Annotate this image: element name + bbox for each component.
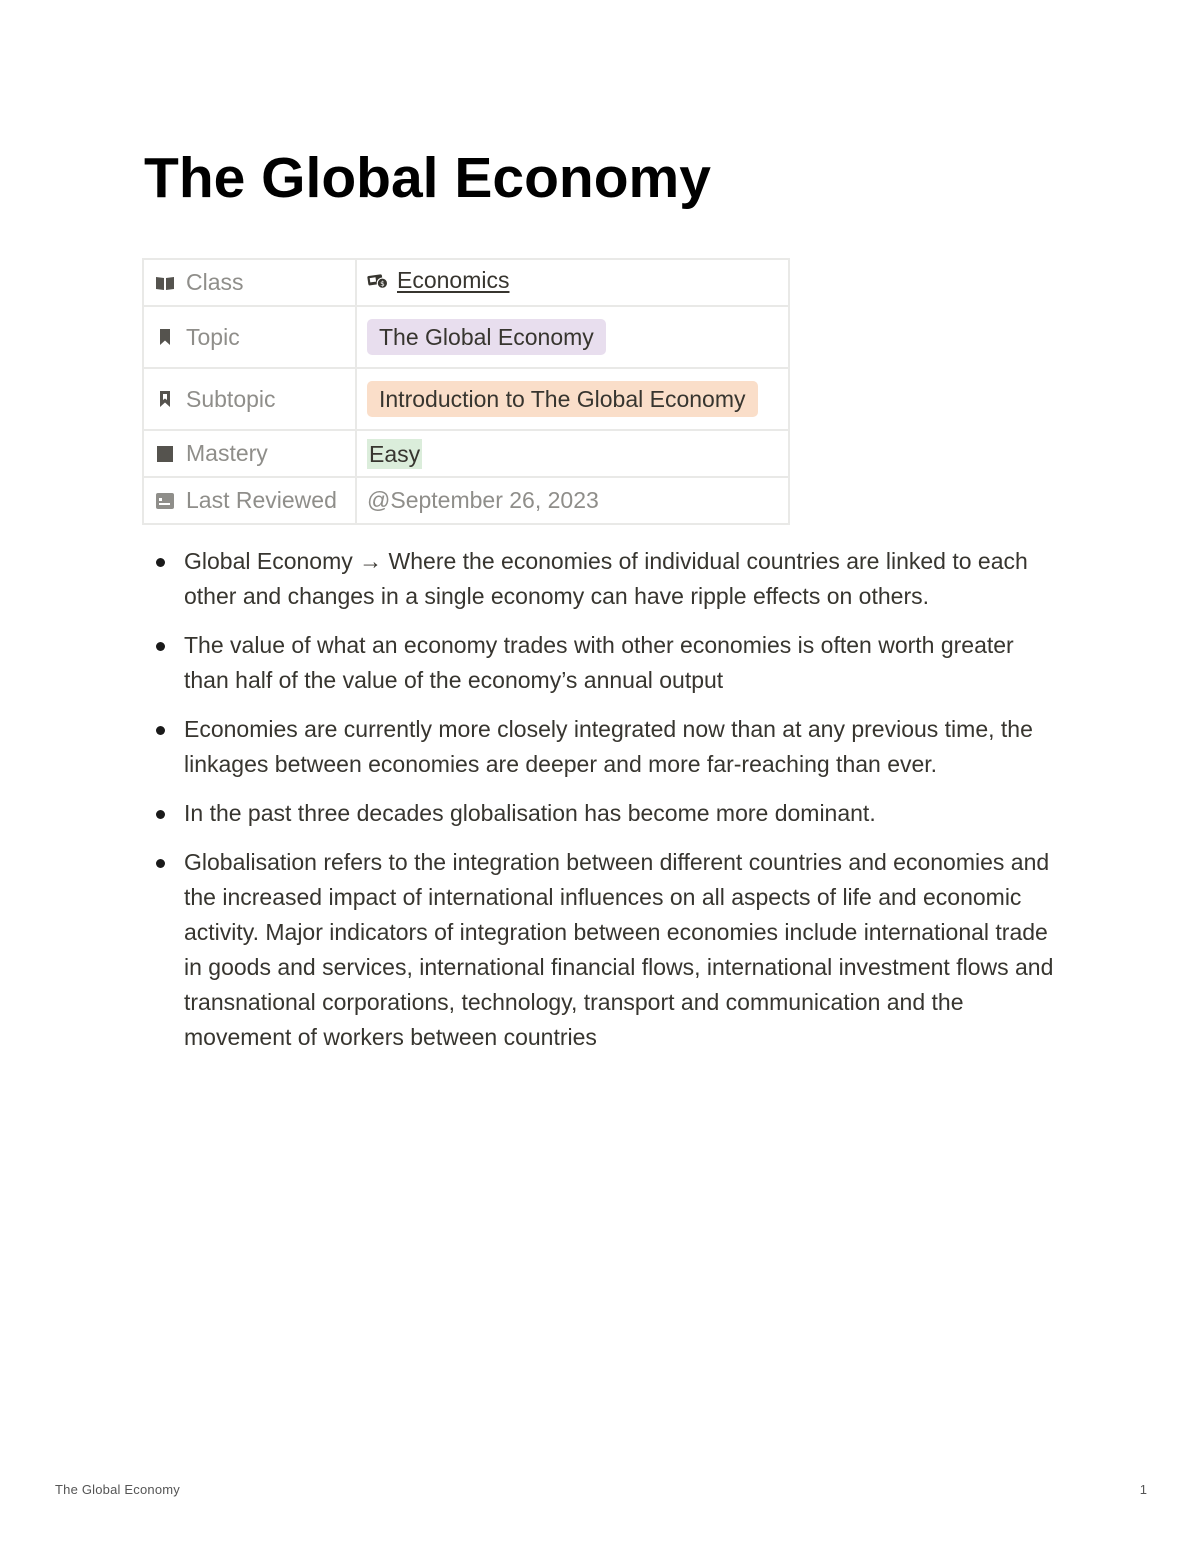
property-label-subtopic: Subtopic <box>186 385 276 412</box>
list-item: In the past three decades globalisation has become more dominant. <box>144 796 1064 831</box>
property-value-last-reviewed <box>356 477 789 524</box>
bookmark-icon <box>154 326 176 348</box>
list-item: The value of what an economy trades with other economies is often worth greater than half of the value of the economy’s annual output <box>144 628 1064 698</box>
property-value-subtopic <box>356 368 789 430</box>
notebook-icon <box>154 272 176 294</box>
property-row-subtopic <box>143 368 789 430</box>
notes-list <box>144 544 1064 1069</box>
footer-page-number: 1 <box>1139 1482 1147 1497</box>
list-item: Economies are currently more closely integrated now than at any previous time, the linkages between economies are deeper and more far-reaching than ever. <box>144 712 1064 782</box>
calendar-icon <box>154 490 176 512</box>
money-icon <box>367 270 389 292</box>
square-icon <box>154 443 176 465</box>
property-label-class: Class <box>186 269 244 295</box>
last-reviewed-date[interactable]: @September 26, 2023 <box>367 487 599 513</box>
property-row-mastery <box>143 430 789 477</box>
footer-title: The Global Economy <box>55 1482 180 1497</box>
property-label-topic: Topic <box>186 323 240 350</box>
topic-tag[interactable]: The Global Economy <box>367 319 606 355</box>
property-value-topic <box>356 306 789 368</box>
class-relation-link[interactable] <box>367 267 509 294</box>
class-value[interactable]: Economics <box>397 267 510 294</box>
subtopic-tag[interactable]: Introduction to The Global Economy <box>367 381 758 417</box>
property-key-last-reviewed <box>143 477 356 524</box>
mastery-tag[interactable]: Easy <box>369 440 421 467</box>
property-row-topic <box>143 306 789 368</box>
list-item: Global Economy → Where the economies of individual countries are linked to each other and changes in a single economy can have ripple effects on others. <box>144 544 1064 614</box>
page-title: The Global Economy <box>144 146 711 210</box>
property-key-class <box>143 259 356 306</box>
bookmark-outline-icon <box>154 388 176 410</box>
property-key-topic <box>143 306 356 368</box>
property-label-last-reviewed: Last Reviewed <box>186 487 337 513</box>
properties-table <box>142 258 790 525</box>
property-value-mastery <box>356 430 789 477</box>
property-label-mastery: Mastery <box>186 440 268 466</box>
property-row-class <box>143 259 789 306</box>
property-value-class <box>356 259 789 306</box>
property-key-subtopic <box>143 368 356 430</box>
svg-text:$: $ <box>380 278 385 288</box>
list-item: Globalisation refers to the integration between different countries and economies and the increased impact of international influences on all aspects of life and economic activity. Major indicators of integration between economies include international trade in goods and services, international financial flows, international investment flows and transnational corporations, technology, transport and communication and the movement of workers between countries <box>144 845 1064 1055</box>
property-row-last-reviewed <box>143 477 789 524</box>
property-key-mastery <box>143 430 356 477</box>
